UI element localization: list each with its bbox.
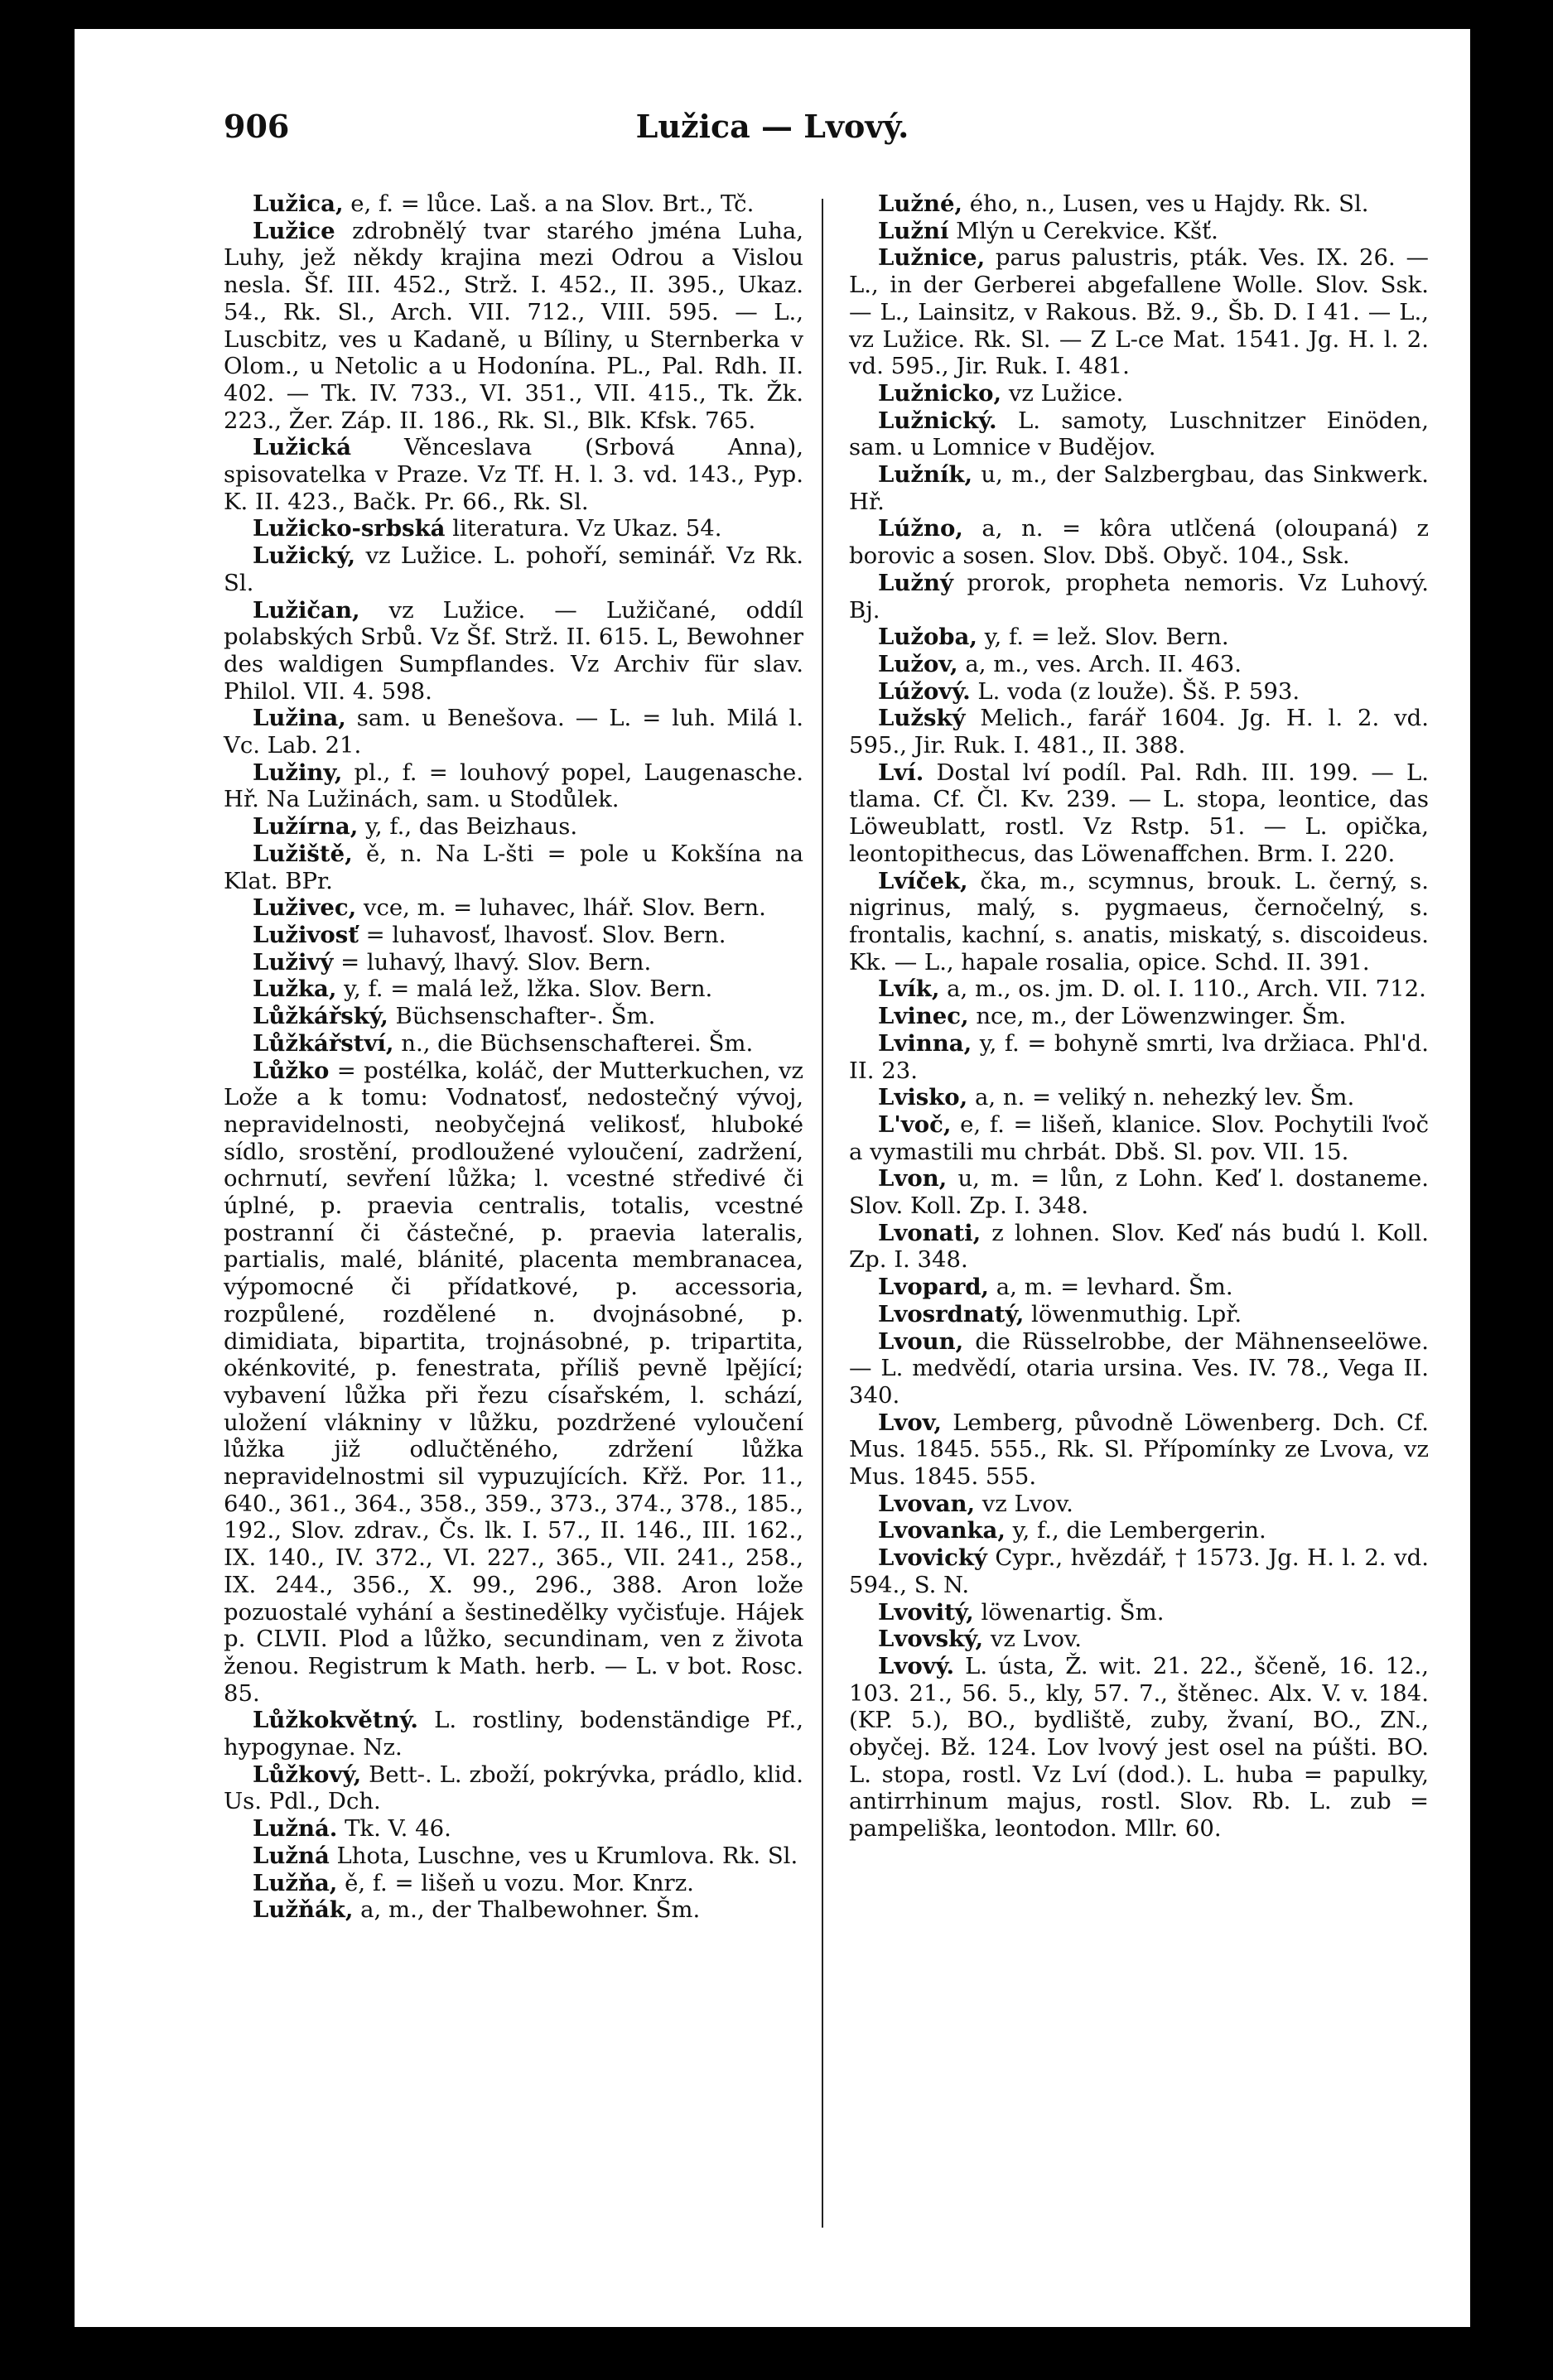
entry-headword: Lvovanka,	[878, 1517, 1006, 1544]
dictionary-entry	[849, 678, 1429, 706]
dictionary-entry	[224, 542, 803, 596]
dictionary-entry	[224, 434, 803, 515]
entry-body: y, f., das Beizhaus.	[358, 813, 578, 841]
dictionary-entry	[849, 515, 1429, 569]
dictionary-entry	[849, 759, 1429, 868]
entry-body: y, f. = lež. Slov. Bern.	[977, 624, 1229, 651]
entry-body: L. rostliny, bodenständige Pf., hypogynae. Nz.	[224, 1707, 803, 1761]
entry-headword: Lvovan,	[878, 1490, 976, 1517]
dictionary-entry	[224, 1761, 803, 1815]
dictionary-entry	[849, 1491, 1429, 1518]
dictionary-entry	[224, 922, 803, 949]
entry-body: literatura. Vz Ukaz. 54.	[445, 515, 722, 542]
dictionary-entry	[849, 624, 1429, 651]
entry-body: z lohnen. Slov. Keď nás budú l. Koll. Zp. I. 348.	[849, 1219, 1429, 1274]
entry-headword: Lvinec,	[878, 1003, 969, 1030]
dictionary-entry	[849, 1274, 1429, 1301]
entry-headword: Lužní	[878, 217, 949, 244]
dictionary-entry	[849, 1328, 1429, 1409]
entry-headword: Lužica,	[253, 190, 344, 217]
entry-body: u, m. = lůn, z Lohn. Keď l. dostaneme. Slov. Koll. Zp. I. 348.	[849, 1165, 1429, 1220]
dictionary-entry	[224, 894, 803, 922]
dictionary-entry	[224, 813, 803, 841]
dictionary-entry	[224, 1870, 803, 1897]
entry-body: = luhavosť, lhavosť. Slov. Bern.	[358, 921, 726, 948]
entry-body: y, f. = bohyně smrti, lva držiaca. Phl'd. II. 23.	[849, 1029, 1429, 1084]
dictionary-entry	[224, 1707, 803, 1761]
column-divider	[822, 199, 823, 2228]
dictionary-entry	[224, 1030, 803, 1058]
entry-headword: Lužský	[878, 705, 966, 732]
entry-body: löwenartig. Šm.	[973, 1598, 1165, 1626]
entry-headword: Lužice	[253, 217, 335, 244]
entry-headword: Lvon,	[878, 1165, 948, 1192]
dictionary-entry	[849, 1653, 1429, 1843]
entry-headword: Lůžkářství,	[253, 1029, 394, 1057]
entry-body: čka, m., scymnus, brouk. L. černý, s. nigrinus, malý, s. pygmaeus, černočelný, s. frontalis, kachní, s. anatis, miskatý, s. discoideus. Kk. — L., hapale rosalia, opice. Schd. II. 391.	[849, 867, 1429, 976]
entry-body: Büchsenschafter-. Šm.	[388, 1003, 656, 1030]
entry-body: L. voda (z louže). Šš. P. 593.	[970, 677, 1300, 705]
entry-body: a, n. = veliký n. nehezký lev. Šm.	[967, 1084, 1355, 1111]
entry-body: a, m. = levhard. Šm.	[989, 1274, 1233, 1301]
entry-headword: Lužná.	[253, 1815, 338, 1843]
entry-headword: Lúžový.	[878, 677, 971, 705]
entry-body: = postélka, koláč, der Mutterkuchen, vz Lože a k tomu: Vodnatosť, nedostečný vývoj, nepravidelnosti, neobyčejná velikosť, hluboké sídlo, srostění, prodloužené vyloučení, zadržení, ochrnutí, sevření lůžka; l. vcestné středivé či úplné, p. praevia centralis, totalis, vcestné postranní či částečné, p. praevia lateralis, partialis, malé, blánité, placenta membranacea, výpomocné či přídatkové, p. accessoria, rozpůlené, rozdělené n. dvojnásobné, p. dimidiata, bipartita, trojnásobné, p. tripartita, okénkovité, p. fenestrata, příliš pevně lpějící; vybavení lůžka při řezu císařském, l. schází, uložení vlákniny v lůžku, pozdržené vyloučení lůžka již odlučtěného, zdržení lůžka nepravidelnostmi sil vypuzujících. Křž. Por. 11., 640., 361., 364., 358., 359., 373., 374., 378., 185., 192., Slov. zdrav., Čs. lk. I. 57., II. 146., III. 162., IX. 140., IV. 372., VI. 227., 365., VII. 241., 258., IX. 244., 356., X. 99., 296., 388. Aron lože pozuostalé vyhání a šestinedělky vyčisťuje. Hájek p. CLVII. Plod a lůžko, secundinam, ven z života ženou. Registrum k Math. herb. — L. v bot. Rosc. 85.	[224, 1057, 803, 1707]
entry-body: löwenmuthig. Lpř.	[1024, 1300, 1242, 1327]
dictionary-entry	[224, 705, 803, 759]
entry-headword: Lužiny,	[253, 759, 343, 786]
entry-body: zdrobnělý tvar starého jména Luha, Luhy, jež někdy krajina mezi Odrou a Vislou nesla. Šf. III. 452., Strž. I. 452., II. 395., Ukaz. 54., Rk. Sl., Arch. VII. 712., VIII. 595. — L., Luscbitz, ves u Kadaně, u Bíliny, u Sternberka v Olom., u Netolic a u Hodonína. PL., Pal. Rdh. II. 402. — Tk. IV. 733., VI. 351., VII. 415., Tk. Žk. 223., Žer. Záp. II. 186., Rk. Sl., Blk. Kfsk. 765.	[224, 217, 803, 434]
entry-headword: Lužicko-srbská	[253, 515, 446, 542]
dictionary-entry	[849, 1084, 1429, 1111]
entry-body: ě, n. Na L-šti = pole u Kokšína na Klat. BPr.	[224, 840, 803, 894]
entry-body: Lhota, Luschne, ves u Krumlova. Rk. Sl.	[329, 1842, 798, 1869]
dictionary-entry	[224, 976, 803, 1003]
entry-body: vz Lužice.	[1001, 379, 1124, 407]
entry-body: ého, n., Lusen, ves u Hajdy. Rk. Sl.	[962, 190, 1369, 217]
entry-headword: Lvisko,	[878, 1084, 968, 1111]
entry-headword: Lužnický.	[878, 407, 997, 434]
entry-headword: Lvoun,	[878, 1327, 964, 1355]
entry-headword: Lužičan,	[253, 596, 360, 624]
dictionary-entry	[224, 1058, 803, 1708]
entry-body: Cypr., hvězdář, † 1573. Jg. H. l. 2. vd. 594., S. N.	[849, 1544, 1429, 1598]
dictionary-entry	[849, 1030, 1429, 1084]
entry-headword: Lůžkářský,	[253, 1003, 388, 1030]
entry-headword: Lvík,	[878, 976, 940, 1003]
entry-headword: Lužický,	[253, 542, 356, 570]
dictionary-entry	[224, 1815, 803, 1843]
entry-headword: Lužka,	[253, 976, 337, 1003]
dictionary-entry	[849, 976, 1429, 1003]
entry-headword: Lužná	[253, 1842, 330, 1869]
entry-body: Melich., farář 1604. Jg. H. l. 2. vd. 595., Jir. Ruk. I. 481., II. 388.	[849, 705, 1429, 759]
entry-body: a, m., der Thalbewohner. Šm.	[353, 1896, 701, 1924]
dictionary-entry	[849, 1165, 1429, 1219]
dictionary-entry	[849, 244, 1429, 380]
entry-body: vz Lvov.	[975, 1490, 1073, 1517]
entry-headword: Lvinna,	[878, 1029, 972, 1057]
entry-headword: Lvov,	[878, 1409, 942, 1436]
entry-body: prorok, propheta nemoris. Vz Luhový. Bj.	[849, 569, 1429, 624]
entry-headword: Lužov,	[878, 650, 958, 677]
entry-body: Bett-. L. zboží, pokrývka, prádlo, klid. Us. Pdl., Dch.	[224, 1761, 803, 1815]
dictionary-entry	[849, 407, 1429, 461]
entry-headword: Lužňa,	[253, 1869, 338, 1896]
dictionary-entry	[224, 597, 803, 706]
dictionary-entry	[224, 841, 803, 894]
dictionary-entry	[849, 218, 1429, 245]
entry-body: Mlýn u Cerekvice. Kšť.	[948, 217, 1218, 244]
entry-body: Lemberg, původně Löwenberg. Dch. Cf. Mus. 1845. 555., Rk. Sl. Přípomínky ze Lvova, vz Mus. 1845. 555.	[849, 1409, 1429, 1491]
dictionary-entry	[849, 651, 1429, 678]
entry-headword: Luživosť	[253, 921, 359, 948]
dictionary-entry	[849, 1301, 1429, 1328]
entry-headword: L'voč,	[878, 1111, 952, 1138]
dictionary-entry	[849, 1544, 1429, 1598]
entry-headword: Lvosrdnatý,	[878, 1300, 1025, 1327]
entry-headword: Lůžko	[253, 1057, 330, 1084]
dictionary-entry	[849, 380, 1429, 407]
entry-headword: Lvovský,	[878, 1626, 984, 1653]
dictionary-entry	[224, 1896, 803, 1924]
entry-headword: Lužírna,	[253, 813, 359, 841]
entry-body: sam. u Benešova. — L. = luh. Milá l. Vc. Lab. 21.	[224, 705, 803, 759]
entry-headword: Lužnicko,	[878, 379, 1002, 407]
entry-body: u, m., der Salzbergbau, das Sinkwerk. Hř.	[849, 461, 1429, 515]
entry-headword: Lužiště,	[253, 840, 353, 867]
entry-headword: Lužný	[878, 569, 953, 596]
dictionary-entry	[849, 1517, 1429, 1544]
dictionary-page	[75, 29, 1470, 2327]
entry-headword: Lužnice,	[878, 244, 986, 272]
entry-headword: Lvíček,	[878, 867, 968, 894]
dictionary-entry	[849, 570, 1429, 624]
entry-body: Dostal lví podíl. Pal. Rdh. III. 199. — L. tlama. Cf. Čl. Kv. 239. — L. stopa, leontice, das Löweublatt, rostl. Vz Rstp. 51. — L. opička, leontopithecus, das Löwenaffchen. Brm. I. 220.	[849, 759, 1429, 867]
entry-headword: Lužník,	[878, 461, 973, 489]
entry-headword: Lvový.	[878, 1652, 955, 1679]
page-number: 906	[224, 108, 290, 145]
entry-headword: Lůžkokvětný.	[253, 1707, 418, 1734]
entry-headword: Lúžno,	[878, 515, 963, 542]
entry-body: y, f., die Lembergerin.	[1005, 1517, 1266, 1544]
entry-headword: Lužická	[253, 434, 352, 461]
entry-body: a, n. = kôra utlčená (oloupaná) z borovic a sosen. Slov. Dbš. Obyč. 104., Ssk.	[849, 515, 1429, 570]
entry-body: vz Lužice. L. pohoří, seminář. Vz Rk. Sl.	[224, 542, 803, 596]
dictionary-entry	[224, 218, 803, 435]
dictionary-entry	[849, 705, 1429, 759]
dictionary-entry	[224, 1843, 803, 1870]
entry-body: parus palustris, pták. Ves. IX. 26. — L., in der Gerberei abgefallene Wolle. Slov. Ssk. — L., Lainsitz, v Rakous. Bž. 9., Šb. D. I 41. — L., vz Lužice. Rk. Sl. — Z L-ce Mat. 1541. Jg. H. l. 2. vd. 595., Jir. Ruk. I. 481.	[849, 244, 1429, 380]
entry-body: a, m., ves. Arch. II. 463.	[957, 650, 1242, 677]
entry-body: pl., f. = louhový popel, Laugenasche. Hř. Na Lužinách, sam. u Stodůlek.	[224, 759, 803, 813]
entry-headword: Lvovický	[878, 1544, 987, 1572]
entry-headword: Lví.	[878, 759, 924, 786]
entry-body: y, f. = malá lež, lžka. Slov. Bern.	[336, 976, 713, 1003]
dictionary-entry	[849, 1409, 1429, 1491]
entry-body: nce, m., der Löwenzwinger. Šm.	[968, 1003, 1347, 1030]
entry-body: vce, m. = luhavec, lhář. Slov. Bern.	[356, 894, 766, 922]
entry-body: L. ústa, Ž. wit. 21. 22., ščeně, 16. 12., 103. 21., 56. 5., kly, 57. 7., štěnec. Alx. V. v. 184. (KP. 5.), BO., bydliště, zuby, žvaní, BO., ZN., obyčej. Bž. 124. Lov lvový jest osel na púšti. BO. L. stopa, rostl. Vz Lví (dod.). L. huba = papulky, antirrhinum majus, rostl. Slov. Rb. L. zub = pampeliška, leontodon. Mllr. 60.	[849, 1652, 1429, 1843]
dictionary-entry	[224, 949, 803, 976]
dictionary-entry	[849, 1220, 1429, 1274]
dictionary-entry	[849, 1599, 1429, 1626]
entry-body: Tk. V. 46.	[337, 1815, 451, 1843]
entry-headword: Lvovitý,	[878, 1598, 974, 1626]
entry-headword: Luživý	[253, 948, 334, 976]
entry-body: n., die Büchsenschafterei. Šm.	[393, 1029, 754, 1057]
entry-body: Věnceslava (Srbová Anna), spisovatelka v Praze. Vz Tf. H. l. 3. vd. 143., Pyp. K. II. 423., Bačk. Pr. 66., Rk. Sl.	[224, 434, 803, 515]
dictionary-entry	[849, 190, 1429, 218]
entry-headword: Lůžkový,	[253, 1761, 362, 1788]
entry-body: e, f. = lůce. Laš. a na Slov. Brt., Tč.	[343, 190, 755, 217]
entry-headword: Lvopard,	[878, 1274, 989, 1301]
dictionary-entry	[224, 515, 803, 542]
dictionary-entry	[224, 1003, 803, 1030]
entry-body: die Rüsselrobbe, der Mähnenseelöwe. — L. medvědí, otaria ursina. Ves. IV. 78., Vega II. 340.	[849, 1327, 1429, 1409]
entry-body: ě, f. = lišeň u vozu. Mor. Knrz.	[337, 1869, 694, 1896]
dictionary-entry	[849, 461, 1429, 515]
entry-body: a, m., os. jm. D. ol. I. 110., Arch. VII. 712.	[939, 976, 1426, 1003]
dictionary-entry	[224, 759, 803, 813]
page-header	[75, 108, 1470, 157]
entry-headword: Lvonati,	[878, 1219, 981, 1246]
entry-body: e, f. = lišeň, klanice. Slov. Pochytili ľvoč a vymastili mu chrbát. Dbš. Sl. pov. VII. 15.	[849, 1111, 1429, 1165]
entry-body: L. samoty, Luschnitzer Einöden, sam. u Lomnice v Budějov.	[849, 407, 1429, 461]
running-title: Lužica — Lvový.	[635, 108, 909, 145]
entry-headword: Lužoba,	[878, 624, 977, 651]
entry-headword: Luživec,	[253, 894, 357, 922]
dictionary-entry	[849, 868, 1429, 976]
dictionary-entry	[224, 190, 803, 218]
dictionary-entry	[849, 1003, 1429, 1030]
entry-headword: Lužňák,	[253, 1896, 354, 1924]
dictionary-entry	[849, 1111, 1429, 1165]
entry-headword: Lužné,	[878, 190, 963, 217]
entry-body: vz Lvov.	[983, 1626, 1082, 1653]
entry-body: = luhavý, lhavý. Slov. Bern.	[333, 948, 652, 976]
dictionary-entry	[849, 1626, 1429, 1653]
left-column	[224, 190, 803, 1924]
entry-body: vz Lužice. — Lužičané, oddíl polabských Srbů. Vz Šf. Strž. II. 615. L, Bewohner des waldigen Sumpflandes. Vz Archiv für slav. Philol. VII. 4. 598.	[224, 596, 803, 705]
right-column	[849, 190, 1429, 1843]
entry-headword: Lužina,	[253, 705, 346, 732]
